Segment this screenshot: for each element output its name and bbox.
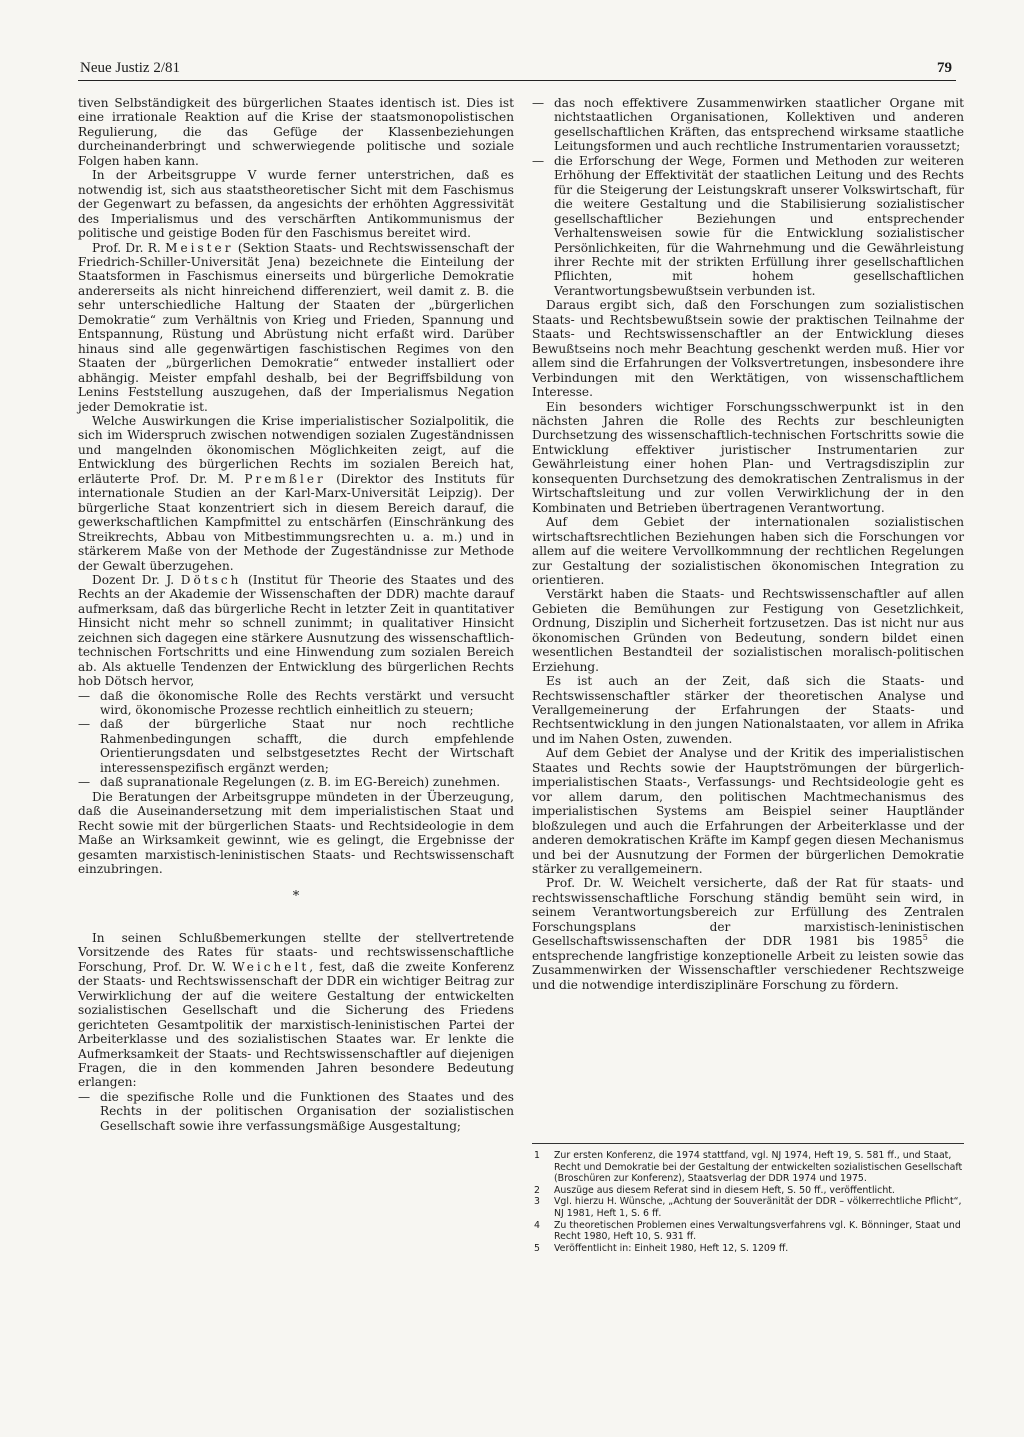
paragraph: In der Arbeitsgruppe V wurde ferner unterstrichen, daß es notwendig ist, sich aus staatstheoretischer Sicht mit dem Faschismus der Gegenwart zu befassen, da angesichts der erhöhten Aggressivität des Imperialismus und des verschärften Antikommunismus der politische und geistige Boden für den Faschismus bereitet wird. [78, 168, 514, 241]
paragraph: Ein besonders wichtiger Forschungsschwerpunkt ist in den nächsten Jahren die Rolle des Rechts zur beschleunigten Durchsetzung des wissenschaftlich-technischen Fortschritts sowie die Entwicklung effektiver juristischer Instrumentarien zur Gewährleistung einer hohen Plan- und Vertragsdisziplin zur konsequenten Durchsetzung des demokratischen Zentralismus in der Wirtschaftsleitung und zur vollen Verwirklichung der in den Kombinaten und Betrieben übertragenen Verantwortung. [532, 399, 964, 515]
dash-item: — die spezifische Rolle und die Funktionen des Staates und des Rechts in der politischen Organisation der sozialistischen Gesellschaft sowie ihre verfassungsmäßige Ausgestaltung; [78, 1090, 514, 1133]
paragraph: Auf dem Gebiet der Analyse und der Kritik des imperialistischen Staates und Rechts sowie der Hauptströmungen der bürgerlich-imperialistischen Staats-, Verfassungs- und Rechtsideologie geht es vor allem darum, den politischen Machtmechanismus des imperialistischen Systems am Beispiel seiner Hauptländer bloßzulegen und auch die Erfahrungen der Arbeiterklasse und der anderen demokratischen Kräfte im Kampf gegen diesen Mechanismus und bei der Ausnutzung der Formen der bürgerlichen Demokratie stärker zu verallgemeinern. [532, 746, 964, 877]
footnote: 1 Zur ersten Konferenz, die 1974 stattfand, vgl. NJ 1974, Heft 19, S. 581 ff., und Staat, Recht und Demokratie bei der Gestaltung der entwickelten sozialistischen Gesellschaft (Broschüren zur Konferenz), Staatsverlag der DDR 1974 und 1975. [534, 1150, 963, 1185]
right-column [532, 96, 964, 992]
author-name: Meister [165, 240, 234, 255]
author-name: Weichelt [232, 959, 310, 974]
page-number: 79 [937, 60, 952, 76]
paragraph: Die Beratungen der Arbeitsgruppe mündeten in der Überzeugung, daß die Auseinandersetzung mit dem imperialistischen Staat und Recht sowie mit der bürgerlichen Staats- und Rechtsideologie in dem Maße an Wirksamkeit gewinnt, wie es gelingt, die Ergebnisse der gesamten marxistisch-leninistischen Staats- und Rechtswissenschaft einzubringen. [78, 789, 514, 877]
journal-title: Neue Justiz 2/81 [80, 60, 180, 76]
dash-item: — das noch effektivere Zusammenwirken staatlicher Organe mit nichtstaatlichen Organisationen, Kollektiven und anderen gesellschaftlichen Kräften, das entsprechend wirksame staatliche Leitungsformen und auch rechtliche Instrumentarien voraussetzt; [532, 96, 964, 154]
paragraph: Auf dem Gebiet der internationalen sozialistischen wirtschaftsrechtlichen Beziehungen haben sich die Forschungen vor allem auf die weitere Vervollkommnung der rechtlichen Regelungen zur Gestaltung der sozialistischen ökonomischen Integration zu orientieren. [532, 515, 964, 587]
dash-item: — daß supranationale Regelungen (z. B. im EG-Bereich) zunehmen. [78, 775, 514, 789]
paragraph: Prof. Dr. W. Weichelt versicherte, daß der Rat für staats- und rechtswissenschaftliche Forschung ständig bemüht sein wird, in seinem Verantwortungsbereich zur Erfüllung des Zentralen Forschungsplans der marxistisch-leninistischen Gesellschaftswissenschaften der DDR 1981 bis 1985$^5$ die entsprechende langfristige konzeptionelle Arbeit zu leisten sowie das Zusammenwirken der Wissenschaftler verschiedener Rechtszweige und die notwendige interdisziplinäre Forschung zu fördern. [532, 876, 964, 992]
left-column [78, 96, 514, 1133]
paragraph: In seinen Schlußbemerkungen stellte der stellvertretende Vorsitzende des Rates für staats- und rechtswissenschaftliche Forschung, Prof. Dr. W. Weichelt, fest, daß die zweite Konferenz der Staats- und Rechtswissenschaft der DDR ein wichtiger Beitrag zur Verwirklichung der auf die weitere Gestaltung der entwickelten sozialistischen Gesellschaft und die Sicherung des Friedens gerichteten Gesamtpolitik der marxistisch-leninistischen Partei der Arbeiterklasse und des sozialistischen Staates war. Er lenkte die Aufmerksamkeit der Staats- und Rechtswissenschaftler auf diejenigen Fragen, die in den kommenden Jahren besondere Bedeutung erlangen: [78, 930, 514, 1090]
footnote: 5 Veröffentlicht in: Einheit 1980, Heft 12, S. 1209 ff. [534, 1242, 789, 1254]
dash-item: — daß der bürgerliche Staat nur noch rechtliche Rahmenbedingungen schafft, die durch empfehlende Orientierungsdaten und selbstgesetztes Recht der Wirtschaft interessenspezifisch ergänzt werden; [78, 717, 514, 775]
author-name: Dötsch [180, 572, 242, 587]
section-separator: * [292, 889, 300, 905]
author-name: Premßler [244, 471, 326, 486]
paragraph: Daraus ergibt sich, daß den Forschungen zum sozialistischen Staats- und Rechtsbewußtsein sowie der praktischen Teilnahme der Staats- und Rechtswissenschaftler an der Entwicklung dieses Bewußtseins noch mehr Beachtung geschenkt werden muß. Hier vor allem sind die Erfahrungen der Volksvertretungen, insbesondere ihre Verbindungen mit den Werktätigen, von wissenschaftlichem Interesse. [532, 298, 964, 400]
footnotes [532, 1143, 964, 1254]
paragraph: Dozent Dr. J. Dötsch (Institut für Theorie des Staates und des Rechts an der Akademie der Wissenschaften der DDR) machte darauf aufmerksam, daß das bürgerliche Recht in letzter Zeit in quantitativer Hinsicht nicht mehr so schnell zunimmt; in qualitativer Hinsicht zeichnen sich dagegen eine stärkere Ausnutzung des wissenschaftlich-technischen Fortschritts und eine Hinwendung zum sozialen Bereich ab. Als aktuelle Tendenzen der Entwicklung des bürgerlichen Rechts hob Dötsch hervor, [78, 572, 514, 689]
paragraph: Prof. Dr. R. Meister (Sektion Staats- und Rechtswissenschaft der Friedrich-Schiller-Universität Jena) bezeichnete die Einteilung der Staatsformen in Faschismus einerseits und bürgerliche Demokratie andererseits als nicht hinreichend differenziert, weil damit z. B. die sehr unterschiedliche Haltung der Staaten der „bürgerlichen Demokratie“ zum Verhältnis von Krieg und Frieden, Spannung und Entspannung, Rüstung und Abrüstung nicht erfaßt wird. Darüber hinaus sind alle gegenwärtigen faschistischen Regimes von den Staaten der „bürgerlichen Demokratie“ entweder installiert oder abhängig. Meister empfahl deshalb, bei der Begriffsbildung von Lenins Feststellung auszugehen, daß der Imperialismus Negation jeder Demokratie ist. [78, 240, 514, 414]
paragraph: Es ist auch an der Zeit, daß sich die Staats- und Rechtswissenschaftler stärker der theoretischen Analyse und Verallgemeinerung der Erfahrungen der Staats- und Rechtsentwicklung in den jungen Nationalstaaten, vor allem in Afrika und im Nahen Osten, zuwenden. [532, 674, 964, 746]
dash-item: — daß die ökonomische Rolle des Rechts verstärkt und versucht wird, ökonomische Prozesse rechtlich einheitlich zu steuern; [78, 689, 514, 718]
running-header [78, 58, 956, 81]
footnote: 4 Zu theoretischen Problemen eines Verwaltungsverfahrens vgl. K. Bönninger, Staat und Recht 1980, Heft 10, S. 931 ff. [534, 1219, 961, 1243]
paragraph: Verstärkt haben die Staats- und Rechtswissenschaftler auf allen Gebieten die Bemühungen zur Festigung von Gesetzlichkeit, Ordnung, Disziplin und Sicherheit fortzusetzen. Das ist nicht nur aus ökonomischen Gründen von Bedeutung, sondern bildet einen wesentlichen Bestandteil der sozialistischen moralisch-politischen Erziehung. [532, 587, 964, 674]
footnote-ref: 5 [922, 933, 928, 943]
footnote: 3 Vgl. hierzu H. Wünsche, „Achtung der Souveränität der DDR – völkerrechtliche Pflicht“, NJ 1981, Heft 1, S. 6 ff. [534, 1196, 962, 1219]
footnote: 2 Auszüge aus diesem Referat sind in diesem Heft, S. 50 ff., veröffentlicht. [534, 1184, 895, 1196]
paragraph: tiven Selbständigkeit des bürgerlichen Staates identisch ist. Dies ist eine irrationale Reaktion auf die Krise der staatsmonopolistischen Regulierung, die das Gefüge der Klassenbeziehungen durcheinanderbringt und schwerwiegende politische und soziale Folgen haben kann. [78, 96, 514, 168]
dash-item: — die Erforschung der Wege, Formen und Methoden zur weiteren Erhöhung der Effektivität der staatlichen Leitung und des Rechts für die Steigerung der Leistungskraft unserer Volkswirtschaft, für die weitere Gestaltung und die Stabilisierung sozialistischer gesellschaftlicher Beziehungen und entsprechender Verhaltensweisen sowie für die Entwicklung sozialistischer Persönlichkeiten, für die Wahrnehmung und die Gewährleistung ihrer Rechte mit der strikten Erfüllung ihrer gesellschaftlichen Pflichten, mit hohem gesellschaftlichen Verantwortungsbewußtsein verbunden ist. [532, 154, 964, 299]
paragraph: Welche Auswirkungen die Krise imperialistischer Sozialpolitik, die sich im Widerspruch zwischen notwendigen sozialen Zugeständnissen und mangelnden ökonomischen Möglichkeiten zeigt, auf die Entwicklung des bürgerlichen Rechts im sozialen Bereich hat, erläuterte Prof. Dr. M. Premßler (Direktor des Instituts für internationale Studien an der Karl-Marx-Universität Leipzig). Der bürgerliche Staat konzentriert sich in diesem Bereich darauf, die gewerkschaftlichen Kampfmittel zu entschärfen (Einschränkung des Streikrechts, Abbau von Mitbestimmungsrechten u. a. m.) und in stärkerem Maße von der Methode der Zugeständnisse zur Methode der Gewalt überzugehen. [78, 413, 514, 573]
